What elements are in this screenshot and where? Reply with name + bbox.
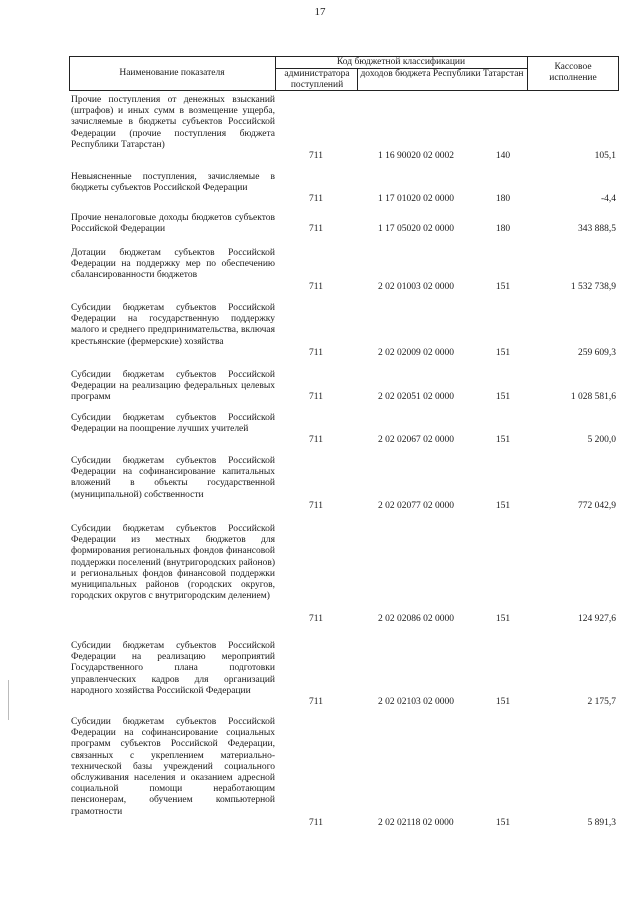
- header-cash: Кассовое исполнение: [549, 62, 597, 83]
- row-amount: 124 927,6: [578, 613, 616, 624]
- row-subcode: 151: [495, 500, 511, 511]
- row-revenue-code: 1 17 05020 02 0000: [378, 224, 454, 235]
- row-amount: 1 028 581,6: [570, 392, 616, 403]
- header-divider-3: [527, 56, 528, 91]
- table-row: [0, 641, 640, 708]
- page-number: 17: [314, 6, 326, 18]
- header-divider-2: [357, 68, 358, 91]
- table-row: [0, 524, 640, 625]
- row-name: Субсидии бюджетам субъектов Российской Федерации на реализацию мероприятий Государственного плана подготовки управленческих кадров для организаций народного хозяйства Российской Федерации: [71, 641, 275, 696]
- row-revenue-code: 1 16 90020 02 0002: [378, 151, 454, 161]
- row-revenue-code: 2 02 02051 02 0000: [378, 392, 454, 403]
- table-row: [0, 303, 640, 359]
- row-admin-code: 711: [309, 697, 323, 707]
- header-left-border: [69, 56, 70, 91]
- row-amount: 105,1: [594, 151, 616, 161]
- row-subcode: 151: [495, 281, 511, 292]
- row-name: Прочие неналоговые доходы бюджетов субъектов Российской Федерации: [71, 213, 275, 235]
- table-row: [0, 172, 640, 206]
- row-revenue-code: 2 02 01003 02 0000: [378, 281, 454, 292]
- row-name: Невыясненные поступления, зачисляемые в бюджеты субъектов Российской Федерации: [71, 172, 275, 194]
- row-name: Субсидии бюджетам субъектов Российской Федерации на софинансирование капитальных вложений в объекты государственной (муниципальной) собственности: [71, 456, 275, 500]
- header-divider-1: [275, 56, 276, 91]
- header-right-border: [618, 56, 619, 91]
- row-revenue-code: 2 02 02086 02 0000: [378, 613, 454, 624]
- row-revenue-code: 2 02 02009 02 0000: [378, 347, 454, 358]
- row-subcode: 151: [495, 817, 511, 828]
- row-subcode: 151: [495, 347, 511, 358]
- header-admin: администратора поступлений: [284, 69, 350, 90]
- row-admin-code: 711: [309, 500, 323, 511]
- table-header: [0, 20, 640, 90]
- row-revenue-code: 2 02 02077 02 0000: [378, 500, 454, 511]
- row-revenue-code: 1 17 01020 02 0000: [378, 194, 454, 205]
- row-admin-code: 711: [309, 613, 323, 624]
- row-revenue-code: 2 02 02118 02 0000: [378, 817, 454, 828]
- header-name: Наименование показателя: [119, 68, 225, 78]
- table-row: [0, 370, 640, 404]
- row-amount: 343 888,5: [578, 224, 616, 235]
- row-amount: -4,4: [600, 194, 616, 205]
- row-subcode: 151: [495, 392, 511, 403]
- table-row: [0, 717, 640, 829]
- table-row: [0, 248, 640, 293]
- row-amount: 1 532 738,9: [570, 281, 616, 292]
- row-amount: 259 609,3: [578, 347, 616, 358]
- row-subcode: 151: [495, 435, 511, 446]
- row-subcode: 180: [495, 194, 511, 205]
- row-subcode: 151: [495, 697, 511, 707]
- table-row: [0, 213, 640, 235]
- header-group: Код бюджетной классификации: [336, 57, 466, 67]
- row-subcode: 140: [495, 151, 511, 161]
- row-amount: 772 042,9: [578, 500, 616, 511]
- row-subcode: 151: [495, 613, 511, 624]
- table-row: [0, 456, 640, 512]
- row-name: Дотации бюджетам субъектов Российской Федерации на поддержку мер по обеспечению сбалансированности бюджетов: [71, 248, 275, 281]
- row-admin-code: 711: [309, 817, 323, 828]
- table-row: [0, 413, 640, 447]
- row-amount: 5 891,3: [587, 817, 616, 828]
- row-name: Субсидии бюджетам субъектов Российской Федерации из местных бюджетов для формирования региональных фондов финансовой поддержки поселений (внутригородских районов) и региональных фондов финансовой поддержки муниципальных районов (городских округов, городских округов с внутригородским делением): [71, 524, 275, 602]
- row-admin-code: 711: [309, 347, 323, 358]
- row-name: Субсидии бюджетам субъектов Российской Федерации на государственную поддержку малого и среднего предпринимательства, включая крестьянские (фермерские) хозяйства: [71, 303, 275, 347]
- row-revenue-code: 2 02 02103 02 0000: [378, 697, 454, 707]
- row-subcode: 180: [495, 224, 511, 235]
- row-admin-code: 711: [309, 281, 323, 292]
- header-revenue: доходов бюджета Республики Татарстан: [360, 69, 524, 79]
- row-admin-code: 711: [309, 151, 323, 161]
- row-admin-code: 711: [309, 194, 323, 205]
- row-name: Субсидии бюджетам субъектов Российской Федерации на софинансирование социальных программ субъектов Российской Федерации, связанных с укреплением материально-технической базы учреждений социального обслуживания населения и оказанием адресной социальной помощи неработающим пенсионерам, обучением компьютерной грамотности: [71, 717, 275, 817]
- row-admin-code: 711: [309, 224, 323, 235]
- row-revenue-code: 2 02 02067 02 0000: [378, 435, 454, 446]
- row-amount: 5 200,0: [587, 435, 616, 446]
- row-name: Прочие поступления от денежных взысканий (штрафов) и иных сумм в возмещение ущерба, зачисляемые в бюджеты субъектов Российской Федерации (прочие поступления бюджета Республики Татарстан): [71, 95, 275, 150]
- row-admin-code: 711: [309, 392, 323, 403]
- table-row: [0, 95, 640, 162]
- row-name: Субсидии бюджетам субъектов Российской Федерации на реализацию федеральных целевых программ: [71, 370, 275, 403]
- row-name: Субсидии бюджетам субъектов Российской Федерации на поощрение лучших учителей: [71, 413, 275, 435]
- row-amount: 2 175,7: [587, 697, 616, 707]
- row-admin-code: 711: [309, 435, 323, 446]
